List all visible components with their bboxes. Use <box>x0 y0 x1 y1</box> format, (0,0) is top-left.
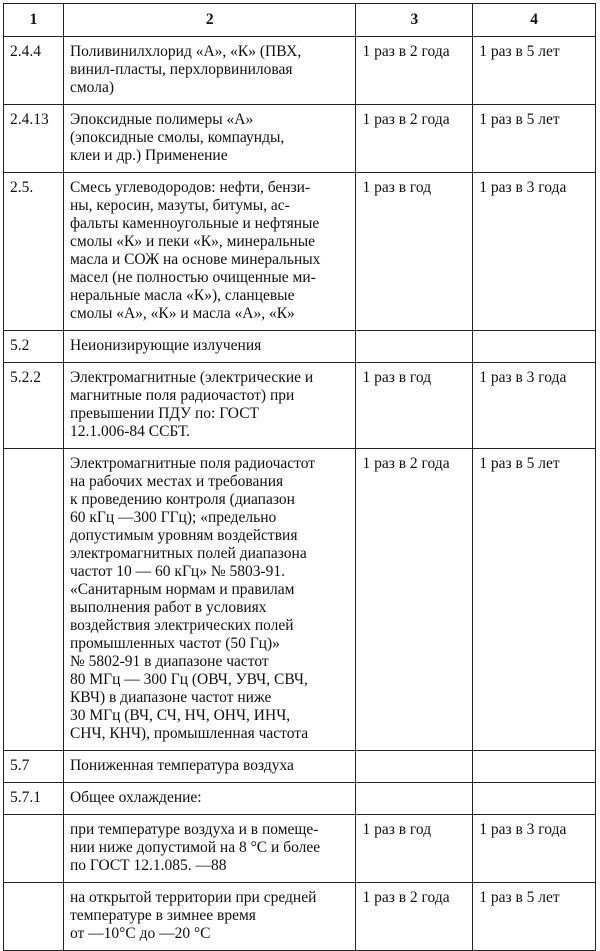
row-code: 5.7 <box>4 751 64 783</box>
row-frequency-1: 1 раз в 2 года <box>356 449 473 751</box>
row-code: 5.2.2 <box>4 363 64 449</box>
row-code: 5.2 <box>4 331 64 363</box>
row-description: Смесь углеводородов: нефти, бензи- ны, керосин, мазуты, битумы, ас- фальты каменноугольные и нефтяные смолы «К» и пеки «К», минеральные масла и СОЖ на основе минеральных масел (не полностью очищенные ми- неральные масла «К»), сланцевые смолы «А», «К» и масла «А», «К» <box>63 173 356 331</box>
table-row <box>4 37 596 105</box>
row-frequency-1: 1 раз в 2 года <box>356 37 473 105</box>
row-frequency-1: 1 раз в год <box>356 815 473 883</box>
table-row <box>4 883 596 951</box>
table-row <box>4 783 596 815</box>
row-description: Общее охлаждение: <box>63 783 356 815</box>
row-frequency-2: 1 раз в 3 года <box>473 363 596 449</box>
row-frequency-1 <box>356 751 473 783</box>
header-col-4: 4 <box>473 4 596 37</box>
row-frequency-2: 1 раз в 5 лет <box>473 449 596 751</box>
row-code <box>4 883 64 951</box>
table-row <box>4 815 596 883</box>
table-row <box>4 105 596 173</box>
row-frequency-2: 1 раз в 3 года <box>473 173 596 331</box>
row-code: 2.4.13 <box>4 105 64 173</box>
row-frequency-1 <box>356 331 473 363</box>
row-frequency-2: 1 раз в 5 лет <box>473 105 596 173</box>
row-frequency-2: 1 раз в 3 года <box>473 815 596 883</box>
table-row <box>4 449 596 751</box>
row-frequency-1: 1 раз в 2 года <box>356 883 473 951</box>
row-frequency-1 <box>356 783 473 815</box>
row-frequency-1: 1 раз в 2 года <box>356 105 473 173</box>
row-code: 2.4.4 <box>4 37 64 105</box>
row-description: Пониженная температура воздуха <box>63 751 356 783</box>
table-row <box>4 363 596 449</box>
row-frequency-2 <box>473 751 596 783</box>
row-frequency-2: 1 раз в 5 лет <box>473 37 596 105</box>
row-code <box>4 449 64 751</box>
table-row <box>4 751 596 783</box>
row-frequency-1: 1 раз в год <box>356 173 473 331</box>
header-row <box>4 4 596 37</box>
row-description: Электромагнитные (электрические и магнитные поля радиочастот) при превышении ПДУ по: ГОСТ 12.1.006-84 ССБТ. <box>63 363 356 449</box>
row-description: Поливинилхлорид «А», «К» (ПВХ, винил-пласты, перхлорвиниловая смола) <box>63 37 356 105</box>
row-description: Эпоксидные полимеры «А» (эпоксидные смолы, компаунды, клеи и др.) Применение <box>63 105 356 173</box>
row-frequency-1: 1 раз в год <box>356 363 473 449</box>
header-col-2: 2 <box>63 4 356 37</box>
row-description: при температуре воздуха и в помеще- нии ниже допустимой на 8 °С и более по ГОСТ 12.1.085. —88 <box>63 815 356 883</box>
row-code: 2.5. <box>4 173 64 331</box>
row-description: Электромагнитные поля радиочастот на рабочих местах и требования к проведению контроля (диапазон 60 кГц —300 ГГц); «предельно допустимым уровням воздействия электромагнитных полей диапазона частот 10 — 60 кГц» № 5803-91. «Санитарным нормам и правилам выполнения работ в условиях воздействия электрических полей промышленных частот (50 Гц)» № 5802-91 в диапазоне частот 80 МГц — 300 Гц (ОВЧ, УВЧ, СВЧ, КВЧ) в диапазоне частот ниже 30 МГц (ВЧ, СЧ, НЧ, ОНЧ, ИНЧ, СНЧ, КНЧ), промышленная частота <box>63 449 356 751</box>
table-row <box>4 331 596 363</box>
row-description: Неионизирующие излучения <box>63 331 356 363</box>
row-code <box>4 815 64 883</box>
row-code: 5.7.1 <box>4 783 64 815</box>
row-description: на открытой территории при средней температуре в зимнее время от —10°С до —20 °С <box>63 883 356 951</box>
table-row <box>4 173 596 331</box>
header-col-3: 3 <box>356 4 473 37</box>
header-col-1: 1 <box>4 4 64 37</box>
row-frequency-2: 1 раз в 5 лет <box>473 883 596 951</box>
row-frequency-2 <box>473 783 596 815</box>
row-frequency-2 <box>473 331 596 363</box>
regulation-table <box>3 3 596 951</box>
